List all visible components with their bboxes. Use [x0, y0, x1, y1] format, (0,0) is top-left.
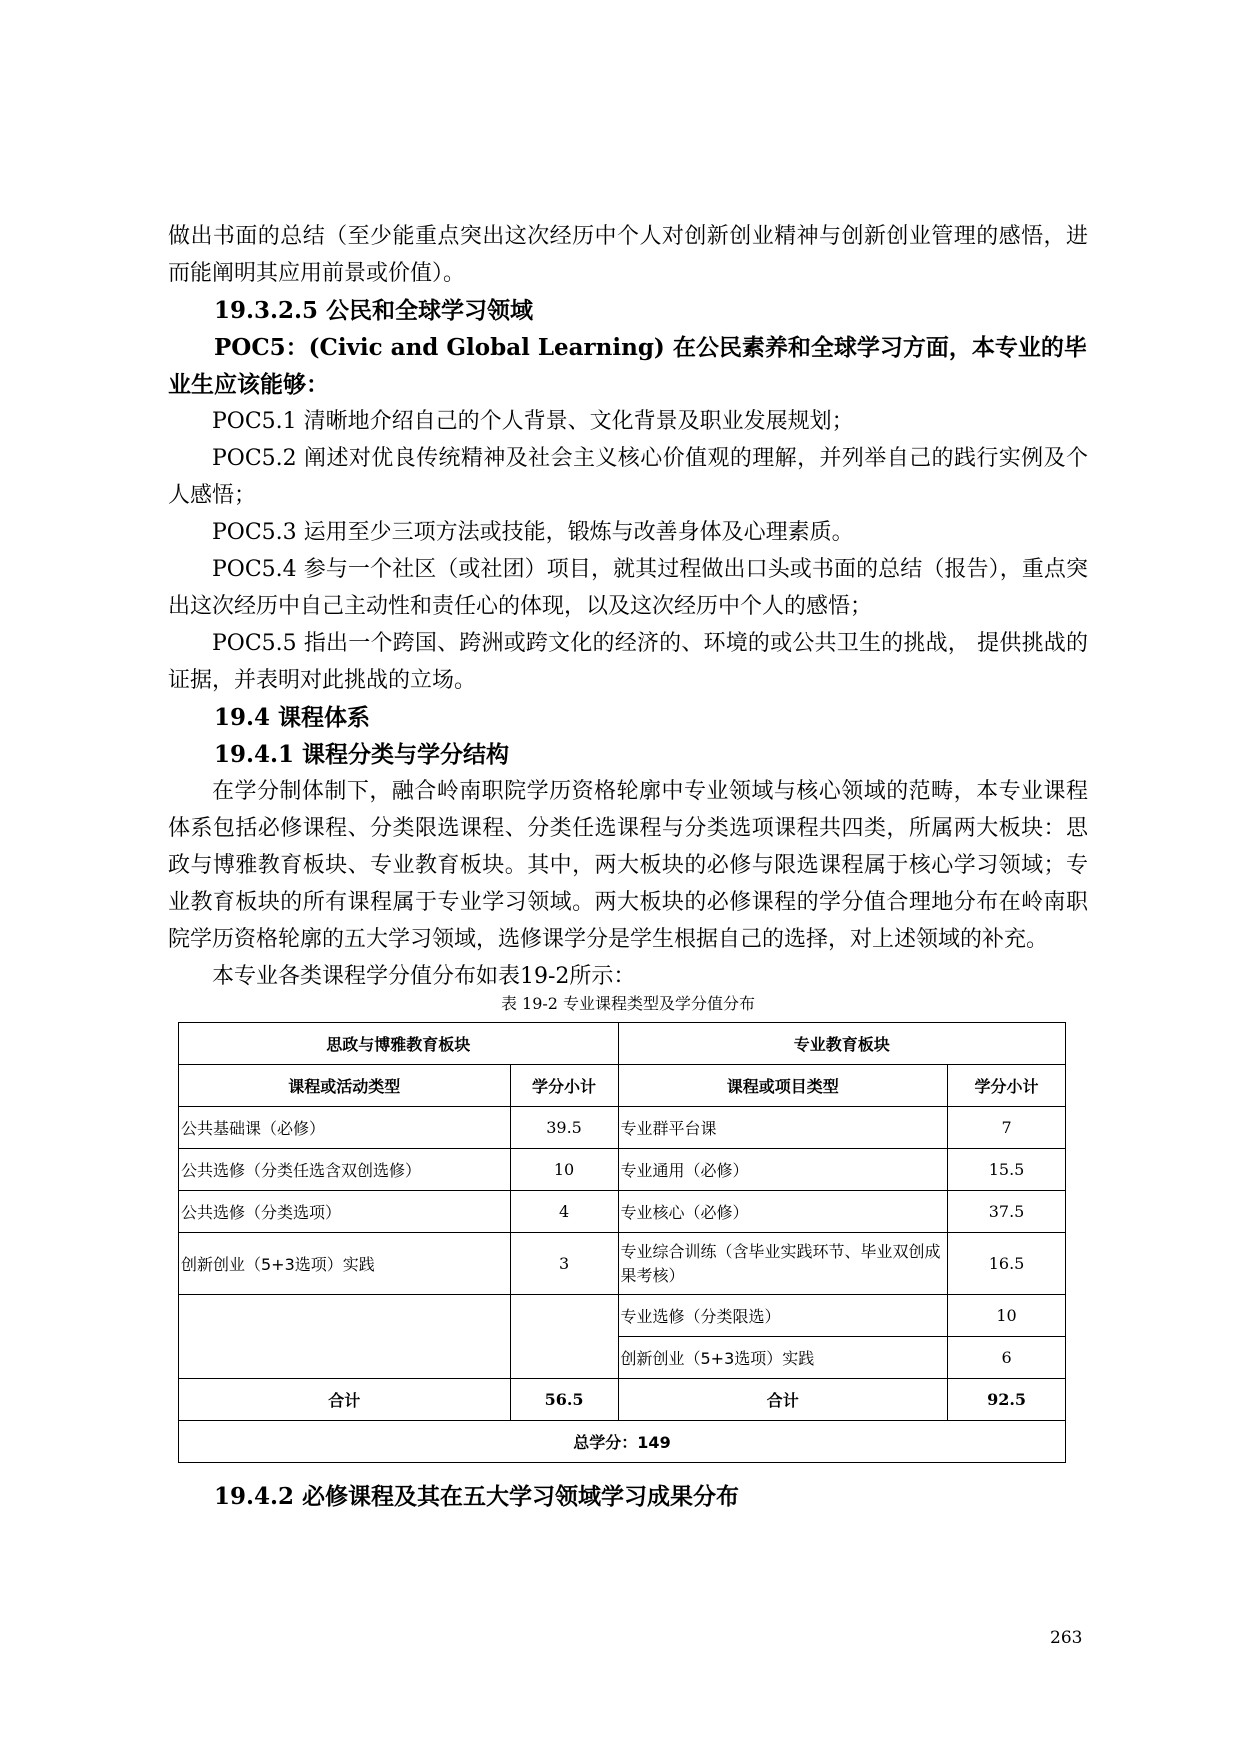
table-header-row — [179, 1065, 1066, 1107]
column-header: 学分小计 — [948, 1065, 1066, 1107]
table-cell: 专业通用（必修） — [618, 1149, 948, 1191]
table-row — [179, 1233, 1066, 1295]
column-header: 学分小计 — [510, 1065, 618, 1107]
section-heading: 19.4.2 必修课程及其在五大学习领域学习成果分布 — [214, 1483, 740, 1510]
table-total-row — [179, 1379, 1066, 1421]
table-cell: 专业核心（必修） — [618, 1191, 948, 1233]
section-heading: 19.3.2.5 公民和全球学习领域 — [214, 297, 534, 324]
paragraph: 本专业各类课程学分值分布如表19-2所示： — [212, 964, 636, 989]
grand-total: 总学分：149 — [179, 1421, 1066, 1463]
total-value: 92.5 — [948, 1379, 1066, 1421]
poc-heading: POC5：(Civic and Global Learning) 在公民素养和全球学习方面，本专业的毕业生应该能够： — [168, 334, 1087, 398]
table-cell: 10 — [948, 1295, 1066, 1337]
left-block-title: 思政与博雅教育板块 — [179, 1023, 619, 1065]
table-cell: 10 — [510, 1149, 618, 1191]
paragraph: 在学分制体制下，融合岭南职院学历资格轮廓中专业领域与核心领域的范畴，本专业课程体系包括必修课程、分类限选课程、分类任选课程与分类选项课程共四类，所属两大板块：思政与博雅教育板块、专业教育板块。其中，两大板块的必修与限选课程属于核心学习领域；专业教育板块的所有课程属于专业学习领域。两大板块的必修课程的学分值合理地分布在岭南职院学历资格轮廓的五大学习领域，选修课学分是学生根据自己的选择，对上述领域的补充。 — [168, 779, 1088, 952]
table-cell: 7 — [948, 1107, 1066, 1149]
table-cell: 创新创业（5+3选项）实践 — [179, 1233, 511, 1295]
table-row — [179, 1191, 1066, 1233]
table-cell: 创新创业（5+3选项）实践 — [618, 1337, 948, 1379]
table-cell: 公共基础课（必修） — [179, 1107, 511, 1149]
section-heading: 19.4 课程体系 — [214, 704, 371, 731]
paragraph: POC5.3 运用至少三项方法或技能，锻炼与改善身体及心理素质。 — [212, 520, 854, 545]
table-cell-empty — [179, 1295, 511, 1379]
table-cell: 3 — [510, 1233, 618, 1295]
table-cell: 6 — [948, 1337, 1066, 1379]
table-row — [179, 1023, 1066, 1065]
table-row — [179, 1107, 1066, 1149]
body-text — [168, 218, 1088, 995]
table-cell: 15.5 — [948, 1149, 1066, 1191]
table-cell: 专业选修（分类限选） — [618, 1295, 948, 1337]
page-number: 263 — [1050, 1628, 1083, 1648]
body-text-bottom — [168, 1478, 1088, 1515]
section-heading: 19.4.1 课程分类与学分结构 — [214, 741, 510, 768]
table-cell-empty — [510, 1295, 618, 1379]
table-cell: 16.5 — [948, 1233, 1066, 1295]
paragraph: POC5.4 参与一个社区（或社团）项目，就其过程做出口头或书面的总结（报告），重点突出这次经历中自己主动性和责任心的体现，以及这次经历中个人的感悟； — [168, 557, 1088, 619]
table-cell: 公共选修（分类选项） — [179, 1191, 511, 1233]
grand-total-row — [179, 1421, 1066, 1463]
table-cell: 公共选修（分类任选含双创选修） — [179, 1149, 511, 1191]
paragraph: POC5.2 阐述对优良传统精神及社会主义核心价值观的理解，并列举自己的践行实例及个人感悟； — [168, 446, 1088, 508]
table-caption: 表 19-2 专业课程类型及学分值分布 — [500, 994, 756, 1013]
paragraph: 做出书面的总结（至少能重点突出这次经历中个人对创新创业精神与创新创业管理的感悟，进而能阐明其应用前景或价值）。 — [168, 224, 1088, 286]
total-label: 合计 — [179, 1379, 511, 1421]
table-cell: 专业群平台课 — [618, 1107, 948, 1149]
table-row — [179, 1149, 1066, 1191]
paragraph: POC5.1 清晰地介绍自己的个人背景、文化背景及职业发展规划； — [212, 409, 854, 434]
table-cell: 4 — [510, 1191, 618, 1233]
right-block-title: 专业教育板块 — [618, 1023, 1066, 1065]
table-cell: 专业综合训练（含毕业实践环节、毕业双创成果考核） — [618, 1233, 948, 1295]
column-header: 课程或活动类型 — [179, 1065, 511, 1107]
table-row — [179, 1295, 1066, 1337]
total-label: 合计 — [618, 1379, 948, 1421]
table-cell: 39.5 — [510, 1107, 618, 1149]
table-cell: 37.5 — [948, 1191, 1066, 1233]
total-value: 56.5 — [510, 1379, 618, 1421]
column-header: 课程或项目类型 — [618, 1065, 948, 1107]
paragraph: POC5.5 指出一个跨国、跨洲或跨文化的经济的、环境的或公共卫生的挑战， 提供挑战的证据，并表明对此挑战的立场。 — [168, 631, 1088, 693]
credits-table — [178, 1022, 1066, 1463]
